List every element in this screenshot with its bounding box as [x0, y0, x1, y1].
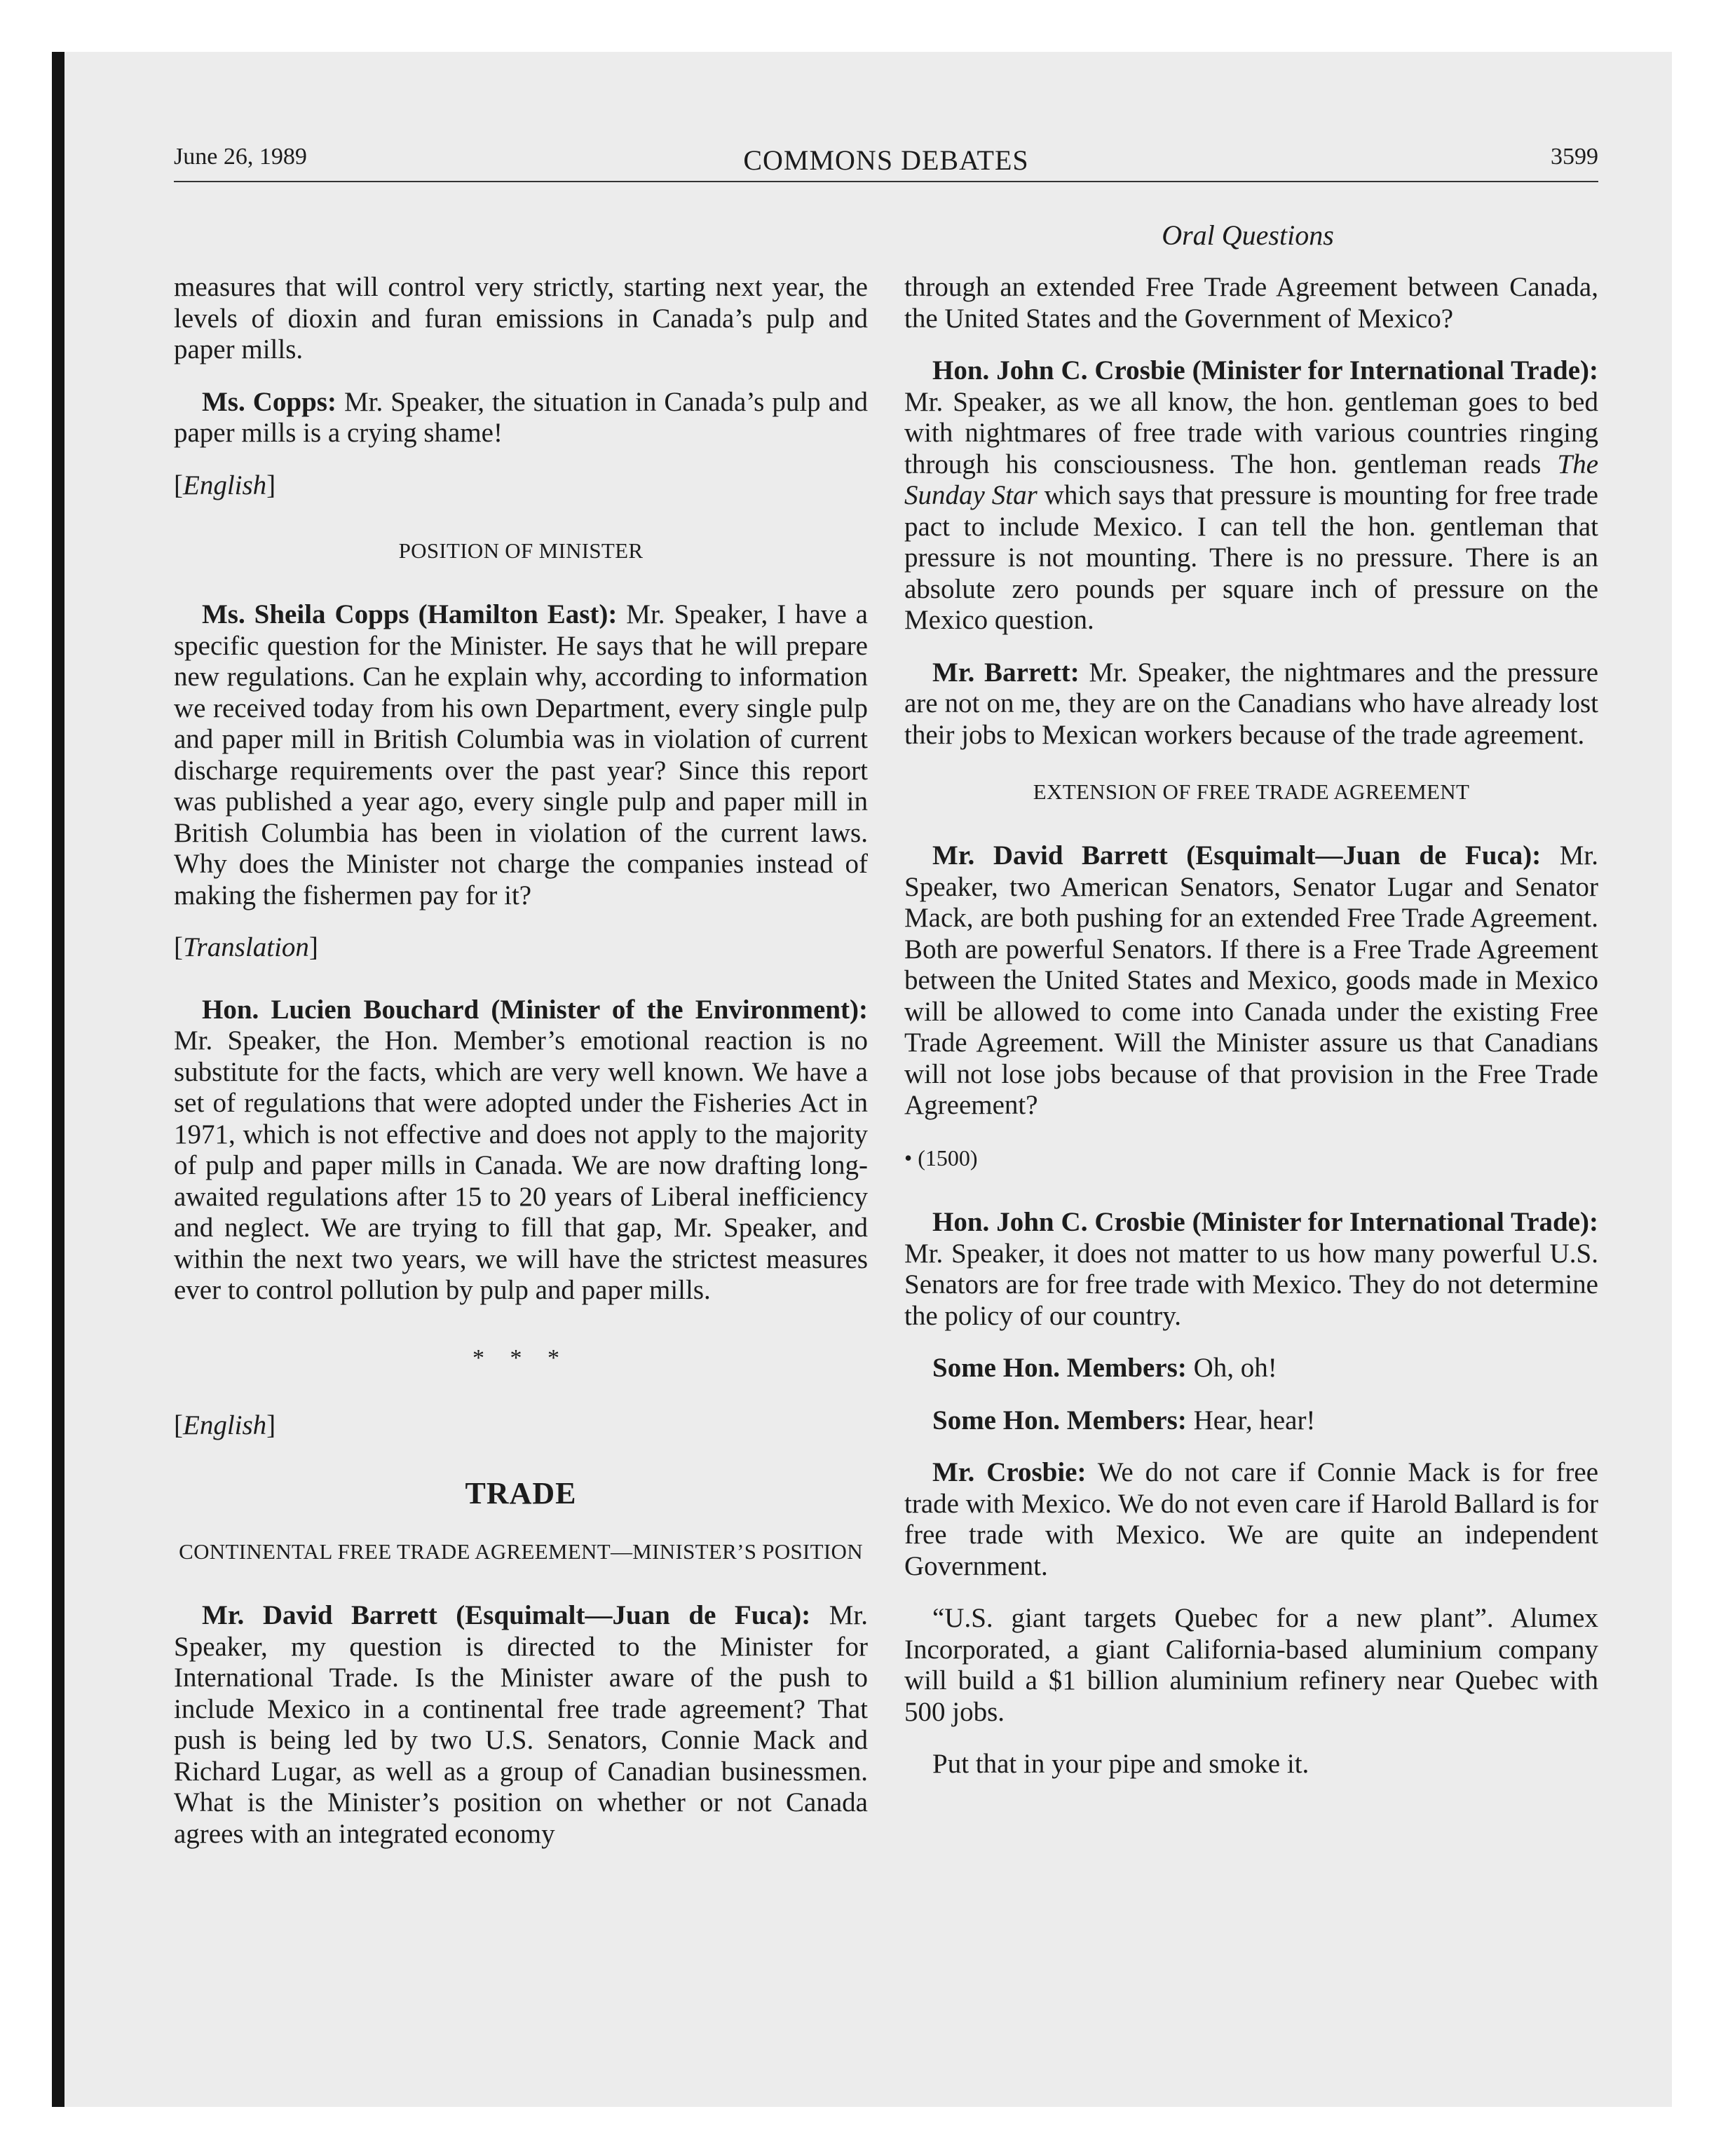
section-label: Oral Questions [1162, 219, 1334, 251]
speaker-name: Hon. Lucien Bouchard (Minister of the Environment): [202, 994, 868, 1025]
paragraph [904, 840, 1598, 1121]
tag-text: English [183, 470, 267, 500]
language-tag [174, 1410, 868, 1442]
paragraph [904, 1603, 1598, 1728]
paragraph [904, 1207, 1598, 1332]
paragraph-text: which says that pressure is mounting for free trade pact to include Mexico. I can tell the hon. gentleman that pressure is not mounting. There is no pressure. There is an absolute zero pounds per square inch of pressure on the Mexico question. [904, 480, 1598, 635]
paragraph-text: Mr. Speaker, it does not matter to us how many powerful U.S. Senators are for free trade with Mexico. They do not determine the policy of our country. [904, 1238, 1598, 1331]
paragraph-text: through an extended Free Trade Agreement between Canada, the United States and the Government of Mexico? [904, 272, 1598, 334]
paragraph [904, 355, 1598, 636]
major-heading: TRADE [465, 1475, 577, 1510]
paragraph-text: measures that will control very strictly, starting next year, the levels of dioxin and furan emissions in Canada’s pulp and paper mills. [174, 272, 868, 364]
page-header [174, 144, 1598, 180]
speaker-name: Hon. John C. Crosbie (Minister for International Trade): [932, 355, 1598, 386]
paragraph [904, 1405, 1598, 1437]
left-column [174, 272, 868, 1871]
newspaper-title: The Sunday Star [904, 449, 1598, 510]
paragraph-text: Mr. Speaker, the Hon. Member’s emotional reaction is no substitute for the facts, which are very well known. We have a set of regulations that were adopted under the Fisheries Act in 1971, which is not effective and does not apply to the majority of pulp and paper mills in Canada. We are now drafting long-awaited regulations after 15 to 20 years of Liberal inefficiency and neglect. We are trying to fill that gap, Mr. Speaker, and within the next two years, we will have the strictest measures ever to control pollution by pulp and paper mills. [174, 1025, 868, 1305]
paragraph-text: Mr. Speaker, two American Senators, Senator Lugar and Senator Mack, are both pushing for an extended Free Trade Agreement. Both are powerful Senators. If there is a Free Trade Agreement between the United States and Mexico, goods made in Mexico will be allowed to come into Canada under the existing Free Trade Agreement. Will the Minister assure us that Canadians will not lose jobs because of that provision in the Free Trade Agreement? [904, 840, 1598, 1120]
tag-close-bracket: ] [266, 1410, 276, 1440]
language-tag [174, 932, 868, 964]
speaker-name: Ms. Sheila Copps (Hamilton East): [202, 599, 618, 629]
paragraph [904, 1457, 1598, 1582]
subject-heading: EXTENSION OF FREE TRADE AGREEMENT [1033, 779, 1470, 804]
paragraph-text: Mr. Speaker, the situation in Canada’s pulp and paper mills is a crying shame! [174, 386, 868, 448]
paragraph-text: Put that in your pipe and smoke it. [932, 1749, 1309, 1779]
paragraph-text: We do not care if Connie Mack is for free trade with Mexico. We do not even care if Harold Ballard is for free trade with Mexico. We are quite an independent Government. [904, 1457, 1599, 1581]
tag-text: English [183, 1410, 267, 1440]
section-separator: * * * [472, 1344, 569, 1371]
paragraph [904, 272, 1598, 334]
paragraph-text: Mr. Speaker, as we all know, the hon. gentleman goes to bed with nightmares of free trade with various countries ringing through his consciousness. The hon. gentleman reads [904, 386, 1598, 479]
right-column [904, 272, 1598, 1801]
timestamp: • (1500) [904, 1145, 978, 1171]
speaker-name: Some Hon. Members: [932, 1353, 1187, 1383]
subject-heading: POSITION OF MINISTER [398, 538, 644, 563]
speaker-name: Mr. Crosbie: [932, 1457, 1087, 1487]
paragraph [174, 995, 868, 1306]
tag-text: Translation [183, 932, 309, 962]
language-tag [174, 470, 868, 502]
subject-heading: CONTINENTAL FREE TRADE AGREEMENT—MINISTER’S POSITION [179, 1539, 863, 1564]
paragraph [904, 657, 1598, 751]
tag-open-bracket: [ [174, 1410, 183, 1440]
speaker-name: Mr. Barrett: [932, 657, 1080, 688]
paragraph [174, 1600, 868, 1850]
paragraph-text: Hear, hear! [1186, 1405, 1316, 1435]
speaker-name: Mr. David Barrett (Esquimalt—Juan de Fuca): [932, 840, 1542, 871]
speaker-name: Ms. Copps: [202, 386, 336, 417]
tag-close-bracket: ] [308, 932, 318, 962]
tag-open-bracket: [ [174, 932, 183, 962]
header-title: COMMONS DEBATES [743, 144, 1029, 176]
binding-edge [52, 52, 64, 2107]
paragraph [174, 387, 868, 449]
header-rule [174, 181, 1598, 182]
page-number: 3599 [1551, 144, 1598, 170]
paragraph [174, 272, 868, 366]
paragraph-text: “U.S. giant targets Quebec for a new plant”. Alumex Incorporated, a giant California-based aluminium company will build a $1 billion aluminium refinery near Quebec with 500 jobs. [904, 1603, 1598, 1727]
paragraph [904, 1749, 1598, 1780]
tag-open-bracket: [ [174, 470, 183, 500]
paragraph [174, 599, 868, 911]
header-date: June 26, 1989 [174, 144, 307, 170]
tag-close-bracket: ] [266, 470, 276, 500]
paragraph-text: Mr. Speaker, I have a specific question for the Minister. He says that he will prepare new regulations. Can he explain why, according to information we received today from his own Department, every single pulp and paper mill in British Columbia was in violation of current discharge requirements over the past year? Since this report was published a year ago, every single pulp and paper mill in British Columbia has been in violation of the current laws. Why does the Minister not charge the companies instead of making the fishermen pay for it? [174, 599, 868, 910]
paragraph-text: Mr. Speaker, my question is directed to the Minister for International Trade. Is the Minister aware of the push to include Mexico in a continental free trade agreement? That push is being led by two U.S. Senators, Connie Mack and Richard Lugar, as well as a group of Canadian businessmen. What is the Minister’s position on whether or not Canada agrees with an integrated economy [174, 1600, 868, 1849]
paragraph-text: Mr. Speaker, the nightmares and the pressure are not on me, they are on the Canadians who have already lost their jobs to Mexican workers because of the trade agreement. [904, 657, 1598, 750]
speaker-name: Some Hon. Members: [932, 1405, 1187, 1435]
speaker-name: Hon. John C. Crosbie (Minister for International Trade): [932, 1207, 1598, 1237]
speaker-name: Mr. David Barrett (Esquimalt—Juan de Fuca): [202, 1600, 811, 1630]
paragraph-text: Oh, oh! [1186, 1353, 1277, 1383]
paragraph [904, 1353, 1598, 1384]
